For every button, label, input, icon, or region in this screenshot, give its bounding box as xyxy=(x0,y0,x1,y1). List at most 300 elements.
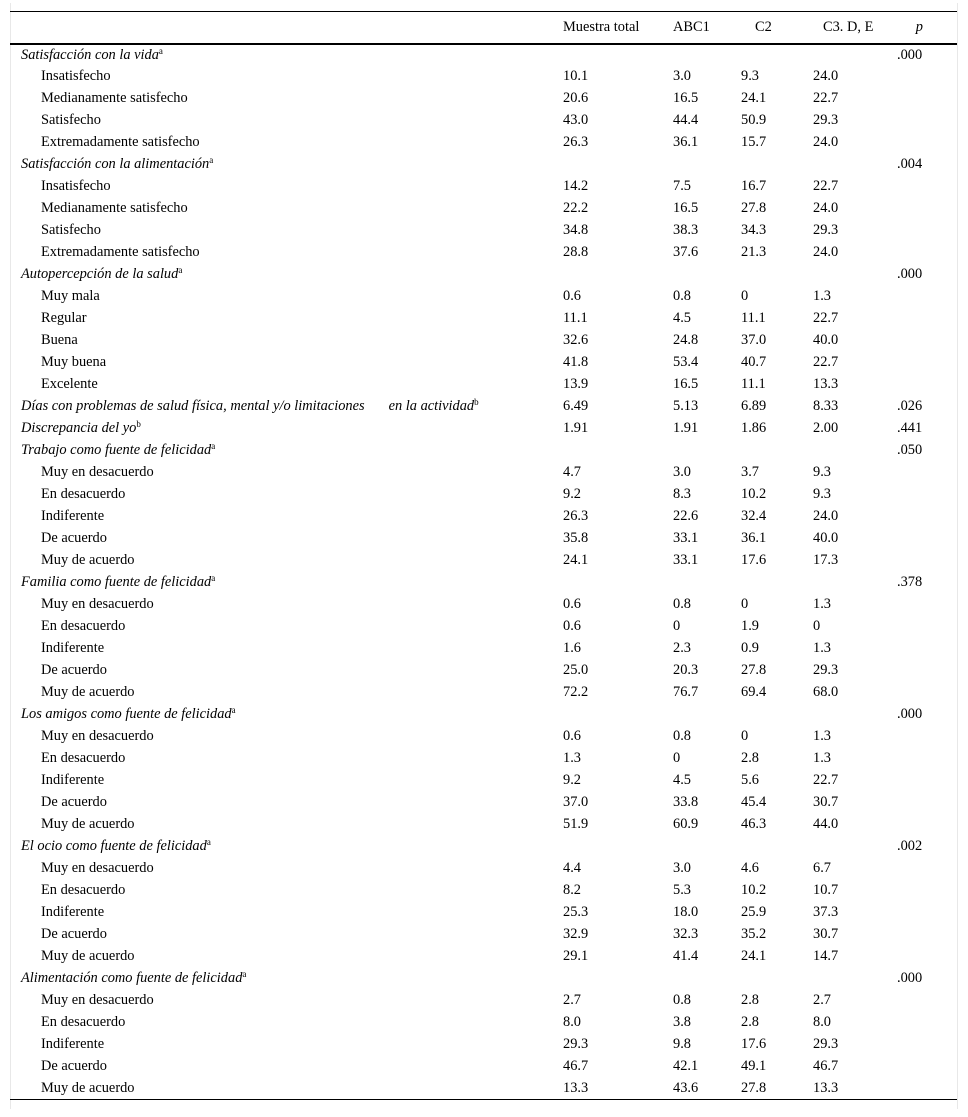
p-value-cell xyxy=(883,594,957,616)
header-label-blank xyxy=(10,12,563,44)
value-cell: 0 xyxy=(741,728,749,744)
value-cell xyxy=(813,264,883,286)
label-text: Muy de acuerdo xyxy=(41,948,135,964)
label-text: Muy de acuerdo xyxy=(41,816,135,832)
value-cell: 43.6 xyxy=(669,1078,741,1100)
value-cell: 11.1 xyxy=(741,310,766,326)
value-cell: 28.8 xyxy=(563,244,589,260)
header-p: p xyxy=(883,12,957,44)
row-label xyxy=(10,1012,563,1034)
value-cell: 5.3 xyxy=(673,882,691,898)
value-cell: 0 xyxy=(673,618,681,634)
table-row xyxy=(10,990,957,1012)
table-row xyxy=(10,528,957,550)
value-cell: 9.2 xyxy=(563,486,581,502)
value-cell xyxy=(563,440,669,462)
value-cell: 3.7 xyxy=(741,464,759,480)
value-cell xyxy=(813,440,883,462)
value-cell: 24.1 xyxy=(563,552,589,568)
value-cell: 26.3 xyxy=(563,134,589,150)
row-label xyxy=(10,770,563,792)
value-cell: 45.4 xyxy=(741,794,767,810)
category-label xyxy=(10,154,563,176)
table-row xyxy=(10,352,957,374)
value-cell: 76.7 xyxy=(673,684,699,700)
value-cell: 20.6 xyxy=(563,90,589,106)
value-cell: 60.9 xyxy=(673,816,699,832)
value-cell: 14.7 xyxy=(813,948,839,964)
value-cell: 9.8 xyxy=(673,1036,691,1052)
table-row xyxy=(10,1078,957,1100)
table-row xyxy=(10,198,957,220)
p-value-cell xyxy=(883,902,957,924)
value-cell: 17.3 xyxy=(813,552,839,568)
value-cell: 44.4 xyxy=(673,112,699,128)
label-text: En desacuerdo xyxy=(41,1014,126,1030)
value-cell: 11.1 xyxy=(741,376,766,392)
value-cell: 40.0 xyxy=(813,332,839,348)
value-cell: 0 xyxy=(741,288,749,304)
label-text: Muy de acuerdo xyxy=(41,552,135,568)
value-cell: 4.4 xyxy=(563,860,581,876)
value-cell: 4.5 xyxy=(673,310,691,326)
value-cell: 2.00 xyxy=(813,420,839,436)
label-text: Muy mala xyxy=(41,288,100,304)
value-cell: 1.3 xyxy=(813,728,831,744)
value-cell: 32.9 xyxy=(563,926,589,942)
value-cell xyxy=(813,704,883,726)
p-value-cell xyxy=(883,946,957,968)
row-label xyxy=(10,88,563,110)
p-value-cell: .050 xyxy=(897,442,923,458)
value-cell xyxy=(741,968,813,990)
value-cell: 0.6 xyxy=(563,728,581,744)
label-text: Autopercepción de la salud xyxy=(21,266,179,282)
label-text: Días con problemas de salud física, mental y/o limitaciones xyxy=(21,398,365,414)
label-text-continued: en la actividad xyxy=(388,398,475,414)
value-cell: 46.7 xyxy=(563,1058,589,1074)
value-cell: 22.2 xyxy=(563,200,589,216)
value-cell: 37.3 xyxy=(813,904,839,920)
value-cell xyxy=(741,264,813,286)
value-cell: 1.9 xyxy=(741,618,759,634)
value-cell: 14.2 xyxy=(563,178,589,194)
value-cell: 21.3 xyxy=(741,244,767,260)
value-cell xyxy=(669,704,741,726)
value-cell: 3.8 xyxy=(673,1014,691,1030)
value-cell: 72.2 xyxy=(563,684,589,700)
value-cell: 10.1 xyxy=(563,68,589,84)
row-label xyxy=(10,682,563,704)
value-cell xyxy=(813,968,883,990)
table-row xyxy=(10,550,957,572)
row-label xyxy=(10,858,563,880)
category-row xyxy=(10,418,957,440)
value-cell xyxy=(813,44,883,66)
value-cell: 2.3 xyxy=(673,640,691,656)
footnote-marker: b xyxy=(474,397,479,407)
value-cell: 10.7 xyxy=(813,882,839,898)
row-label xyxy=(10,176,563,198)
value-cell: 37.6 xyxy=(673,244,699,260)
value-cell: 1.86 xyxy=(741,420,767,436)
p-value-cell xyxy=(883,286,957,308)
p-value-cell: .002 xyxy=(897,838,923,854)
value-cell: 29.3 xyxy=(563,1036,589,1052)
value-cell xyxy=(669,836,741,858)
value-cell: 1.91 xyxy=(673,420,699,436)
table-row xyxy=(10,176,957,198)
table-row xyxy=(10,682,957,704)
value-cell: 24.0 xyxy=(813,68,839,84)
row-label xyxy=(10,748,563,770)
label-text: Muy en desacuerdo xyxy=(41,860,154,876)
label-text: El ocio como fuente de felicidad xyxy=(21,838,207,854)
label-text: Satisfacción con la vida xyxy=(21,46,159,63)
header-c2: C2 xyxy=(741,12,813,44)
value-cell: 13.9 xyxy=(563,376,589,392)
p-value-cell: .004 xyxy=(897,156,923,172)
value-cell: 40.0 xyxy=(813,530,839,546)
value-cell: 29.3 xyxy=(813,1036,839,1052)
value-cell: 2.7 xyxy=(563,992,581,1008)
category-row xyxy=(10,154,957,176)
value-cell: 17.6 xyxy=(741,552,767,568)
p-value-cell xyxy=(883,814,957,836)
value-cell: 38.3 xyxy=(673,222,699,238)
category-row xyxy=(10,704,957,726)
value-cell xyxy=(563,154,669,176)
p-value-cell xyxy=(883,242,957,264)
row-label xyxy=(10,792,563,814)
value-cell: 36.1 xyxy=(673,134,699,150)
table-row xyxy=(10,880,957,902)
footnote-marker: a xyxy=(209,155,214,165)
row-label xyxy=(10,924,563,946)
row-label xyxy=(10,286,563,308)
label-text: Indiferente xyxy=(41,772,105,788)
p-value-cell xyxy=(883,924,957,946)
label-text: Extremadamente satisfecho xyxy=(41,244,200,260)
label-text: Satisfecho xyxy=(41,222,101,238)
row-label xyxy=(10,638,563,660)
value-cell: 1.3 xyxy=(813,288,831,304)
table-row xyxy=(10,330,957,352)
label-text: En desacuerdo xyxy=(41,618,126,634)
value-cell: 2.7 xyxy=(813,992,831,1008)
table-row xyxy=(10,88,957,110)
value-cell xyxy=(563,44,669,66)
value-cell: 9.3 xyxy=(813,464,831,480)
row-label xyxy=(10,616,563,638)
p-value-cell xyxy=(883,748,957,770)
value-cell: 32.6 xyxy=(563,332,589,348)
value-cell: 32.3 xyxy=(673,926,699,942)
value-cell: 4.6 xyxy=(741,860,759,876)
value-cell xyxy=(669,264,741,286)
value-cell: 37.0 xyxy=(563,794,589,810)
label-text: Medianamente satisfecho xyxy=(41,90,188,106)
value-cell: 34.3 xyxy=(741,222,767,238)
row-label xyxy=(10,1078,563,1100)
value-cell: 0.8 xyxy=(673,992,691,1008)
value-cell: 25.3 xyxy=(563,904,589,920)
value-cell: 43.0 xyxy=(563,112,589,128)
row-label xyxy=(10,352,563,374)
label-text: Muy de acuerdo xyxy=(41,1079,135,1096)
p-value-cell: .000 xyxy=(897,970,923,986)
category-label xyxy=(10,440,563,462)
label-text: Muy buena xyxy=(41,354,107,370)
p-value-cell xyxy=(883,1034,957,1056)
p-value-cell xyxy=(883,176,957,198)
value-cell: 24.1 xyxy=(741,90,767,106)
category-label xyxy=(10,264,563,286)
value-cell: 22.7 xyxy=(813,772,839,788)
category-label xyxy=(10,44,563,66)
value-cell: 6.49 xyxy=(563,398,589,414)
value-cell: 27.8 xyxy=(741,200,767,216)
value-cell: 33.8 xyxy=(673,794,699,810)
value-cell: 10.2 xyxy=(741,486,767,502)
row-label xyxy=(10,242,563,264)
value-cell: 22.7 xyxy=(813,310,839,326)
value-cell: 2.8 xyxy=(741,1014,759,1030)
label-text: Satisfecho xyxy=(41,112,101,128)
row-label xyxy=(10,110,563,132)
label-text: Muy en desacuerdo xyxy=(41,464,154,480)
value-cell: 29.3 xyxy=(813,112,839,128)
label-text: Indiferente xyxy=(41,508,105,524)
p-value-cell xyxy=(883,770,957,792)
value-cell: 1.3 xyxy=(813,596,831,612)
value-cell: 41.4 xyxy=(673,948,699,964)
category-row xyxy=(10,968,957,990)
value-cell: 8.0 xyxy=(813,1014,831,1030)
value-cell: 34.8 xyxy=(563,222,589,238)
value-cell: 13.3 xyxy=(813,1078,883,1100)
value-cell: 1.3 xyxy=(813,750,831,766)
value-cell: 24.0 xyxy=(813,134,839,150)
label-text: Muy en desacuerdo xyxy=(41,596,154,612)
value-cell: 9.3 xyxy=(741,68,759,84)
row-label xyxy=(10,462,563,484)
label-text: Insatisfecho xyxy=(41,178,111,194)
value-cell: 22.7 xyxy=(813,354,839,370)
value-cell: 25.0 xyxy=(563,662,589,678)
value-cell: 20.3 xyxy=(673,662,699,678)
table-row xyxy=(10,220,957,242)
row-label xyxy=(10,132,563,154)
value-cell: 0.6 xyxy=(563,288,581,304)
value-cell: 6.89 xyxy=(741,398,767,414)
label-text: Excelente xyxy=(41,376,98,392)
label-text: Indiferente xyxy=(41,640,105,656)
label-text: Buena xyxy=(41,332,78,348)
value-cell: 4.7 xyxy=(563,464,581,480)
p-value-cell xyxy=(883,1078,957,1100)
label-text: En desacuerdo xyxy=(41,750,126,766)
p-value-cell xyxy=(883,308,957,330)
value-cell: 44.0 xyxy=(813,816,839,832)
table-row xyxy=(10,594,957,616)
table-row xyxy=(10,1056,957,1078)
p-value-cell xyxy=(883,880,957,902)
value-cell: 69.4 xyxy=(741,684,767,700)
footnote-marker: a xyxy=(211,573,216,583)
table-row xyxy=(10,1034,957,1056)
value-cell: 49.1 xyxy=(741,1058,767,1074)
p-value-cell xyxy=(883,660,957,682)
footnote-marker: b xyxy=(136,419,141,429)
p-value-cell xyxy=(883,1012,957,1034)
label-text: Alimentación como fuente de felicidad xyxy=(21,970,243,986)
value-cell: 24.8 xyxy=(673,332,699,348)
value-cell: 1.3 xyxy=(813,640,831,656)
p-value-cell: .000 xyxy=(897,46,923,63)
value-cell: 8.2 xyxy=(563,882,581,898)
value-cell xyxy=(563,264,669,286)
value-cell: 6.7 xyxy=(813,860,831,876)
value-cell: 33.1 xyxy=(673,552,699,568)
footnote-marker: a xyxy=(206,837,211,847)
label-text: De acuerdo xyxy=(41,1058,107,1074)
value-cell: 8.3 xyxy=(673,486,691,502)
value-cell: 16.5 xyxy=(673,200,699,216)
footnote-marker: a xyxy=(242,969,247,979)
category-row xyxy=(10,44,957,66)
label-text: En desacuerdo xyxy=(41,882,126,898)
table-row xyxy=(10,506,957,528)
value-cell: 40.7 xyxy=(741,354,767,370)
table-row xyxy=(10,484,957,506)
value-cell: 11.1 xyxy=(563,310,588,326)
label-text: De acuerdo xyxy=(41,794,107,810)
value-cell: 24.0 xyxy=(813,200,839,216)
value-cell: 0.8 xyxy=(673,288,691,304)
value-cell: 3.0 xyxy=(673,464,691,480)
value-cell: 0.6 xyxy=(563,596,581,612)
value-cell xyxy=(563,704,669,726)
value-cell xyxy=(741,572,813,594)
value-cell xyxy=(741,154,813,176)
table-row xyxy=(10,462,957,484)
value-cell: 16.5 xyxy=(673,376,699,392)
header-muestra-total: Muestra total xyxy=(563,12,669,44)
table-row xyxy=(10,616,957,638)
value-cell: 35.2 xyxy=(741,926,767,942)
p-value-cell xyxy=(883,550,957,572)
row-label xyxy=(10,66,563,88)
value-cell: 1.6 xyxy=(563,640,581,656)
value-cell: 25.9 xyxy=(741,904,767,920)
value-cell: 17.6 xyxy=(741,1036,767,1052)
value-cell: 5.6 xyxy=(741,772,759,788)
value-cell xyxy=(669,154,741,176)
table-row xyxy=(10,660,957,682)
category-row xyxy=(10,440,957,462)
p-value-cell xyxy=(883,506,957,528)
table-row xyxy=(10,792,957,814)
value-cell: 16.5 xyxy=(673,90,699,106)
value-cell: 27.8 xyxy=(741,662,767,678)
value-cell xyxy=(741,440,813,462)
p-value-cell: .000 xyxy=(897,706,923,722)
value-cell: 26.3 xyxy=(563,508,589,524)
value-cell: 24.0 xyxy=(813,244,839,260)
value-cell: 30.7 xyxy=(813,794,839,810)
p-value-cell xyxy=(883,110,957,132)
table-row xyxy=(10,66,957,88)
row-label xyxy=(10,814,563,836)
data-table xyxy=(10,11,957,1100)
row-label xyxy=(10,484,563,506)
value-cell: 0.6 xyxy=(563,618,581,634)
p-value-cell xyxy=(883,66,957,88)
value-cell xyxy=(669,572,741,594)
label-text: Regular xyxy=(41,310,87,326)
value-cell: 36.1 xyxy=(741,530,767,546)
row-label xyxy=(10,660,563,682)
p-value-cell xyxy=(883,792,957,814)
p-value-cell xyxy=(883,88,957,110)
value-cell: 24.0 xyxy=(813,508,839,524)
footnote-marker: a xyxy=(178,265,183,275)
table-row xyxy=(10,132,957,154)
category-label xyxy=(10,396,563,418)
row-label xyxy=(10,594,563,616)
table-row xyxy=(10,308,957,330)
p-value-cell xyxy=(883,352,957,374)
value-cell: 29.3 xyxy=(813,222,839,238)
value-cell: 35.8 xyxy=(563,530,589,546)
table-row xyxy=(10,748,957,770)
table-row xyxy=(10,946,957,968)
value-cell: 51.9 xyxy=(563,816,589,832)
label-text: En desacuerdo xyxy=(41,486,126,502)
label-text: Familia como fuente de felicidad xyxy=(21,574,212,590)
row-label xyxy=(10,330,563,352)
header-c3de: C3. D, E xyxy=(813,12,883,44)
row-label xyxy=(10,990,563,1012)
value-cell: 1.3 xyxy=(563,750,581,766)
table-row xyxy=(10,110,957,132)
value-cell xyxy=(741,704,813,726)
value-cell xyxy=(669,44,741,66)
value-cell: 3.0 xyxy=(673,68,691,84)
label-text: Medianamente satisfecho xyxy=(41,200,188,216)
value-cell xyxy=(813,836,883,858)
category-label xyxy=(10,418,563,440)
table-row xyxy=(10,374,957,396)
p-value-cell xyxy=(883,132,957,154)
table-row xyxy=(10,770,957,792)
row-label xyxy=(10,220,563,242)
value-cell xyxy=(813,572,883,594)
value-cell: 50.9 xyxy=(741,112,767,128)
header-abc1: ABC1 xyxy=(669,12,741,44)
value-cell: 13.3 xyxy=(813,376,839,392)
footnote-marker: a xyxy=(231,705,236,715)
value-cell: 46.7 xyxy=(813,1058,839,1074)
label-text: Extremadamente satisfecho xyxy=(41,134,200,150)
footnote-marker: a xyxy=(158,45,163,56)
table-row xyxy=(10,242,957,264)
value-cell: 22.6 xyxy=(673,508,699,524)
value-cell: 2.8 xyxy=(741,750,759,766)
value-cell: 53.4 xyxy=(673,354,699,370)
label-text: Insatisfecho xyxy=(41,68,111,84)
